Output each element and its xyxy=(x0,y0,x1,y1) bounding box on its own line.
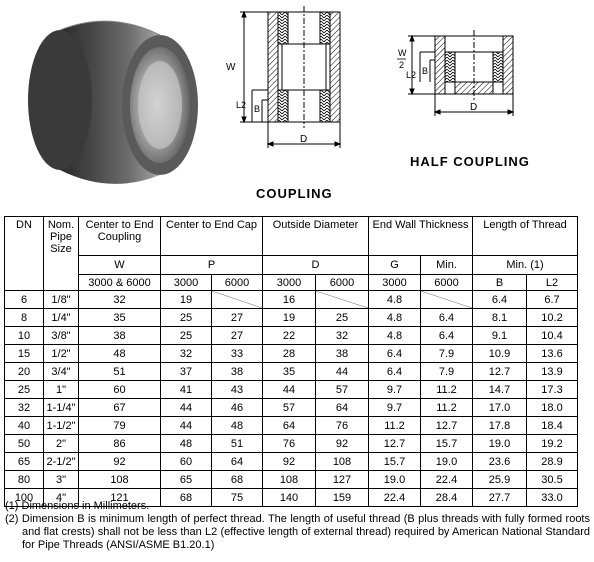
header-thread-min: Min. (1) xyxy=(473,256,578,275)
table-cell: 44 xyxy=(161,417,212,435)
table-cell: 57 xyxy=(316,381,369,399)
coupling-b-label: B xyxy=(254,104,261,114)
note-1: (1) Dimensions in Millimeters. xyxy=(5,500,150,512)
half-coupling-l2-label: L2 xyxy=(406,70,417,80)
table-cell: 86 xyxy=(79,435,161,453)
table-cell: 7.9 xyxy=(421,363,473,381)
table-cell: 65 xyxy=(5,453,44,471)
header-od-3000: 3000 xyxy=(263,275,316,291)
table-cell: 43 xyxy=(212,381,263,399)
table-cell: 19.0 xyxy=(421,453,473,471)
table-cell: 6.4 xyxy=(369,345,421,363)
table-cell: 92 xyxy=(79,453,161,471)
table-cell: 51 xyxy=(212,435,263,453)
table-cell: 6.4 xyxy=(421,309,473,327)
table-cell: 12.7 xyxy=(421,417,473,435)
table-cell: 15.7 xyxy=(369,453,421,471)
coupling-caption: COUPLING xyxy=(256,186,333,201)
table-cell: 44 xyxy=(316,363,369,381)
table-cell: 2" xyxy=(44,435,79,453)
table-cell: 22.4 xyxy=(369,489,421,507)
header-wall-3000: 3000 xyxy=(369,275,421,291)
table-cell: 25.9 xyxy=(473,471,527,489)
table-row xyxy=(5,417,578,435)
table-cell: 67 xyxy=(79,399,161,417)
table-cell: 68 xyxy=(161,489,212,507)
header-nominal-pipe-size xyxy=(44,217,79,291)
table-cell: 11.2 xyxy=(421,399,473,417)
table-cell: 1-1/4" xyxy=(44,399,79,417)
header-row-2 xyxy=(5,256,578,275)
table-cell: 65 xyxy=(161,471,212,489)
footnotes xyxy=(5,500,590,552)
table-cell: 27 xyxy=(212,327,263,345)
header-center-to-end-cap: Center to End Cap xyxy=(161,217,263,256)
table-cell: 4" xyxy=(44,489,79,507)
table-cell: 1" xyxy=(44,381,79,399)
table-cell: 9.1 xyxy=(473,327,527,345)
table-cell: 19.0 xyxy=(473,435,527,453)
table-cell: 121 xyxy=(79,489,161,507)
header-nps-line3: Size xyxy=(50,243,72,255)
table-cell: 80 xyxy=(5,471,44,489)
table-cell: 28.9 xyxy=(527,453,578,471)
table-cell: 79 xyxy=(79,417,161,435)
table-cell: 44 xyxy=(263,381,316,399)
table-cell: 4.8 xyxy=(369,327,421,345)
table-cell: 48 xyxy=(79,345,161,363)
header-dn: DN xyxy=(5,217,44,291)
dimensions-table xyxy=(4,216,578,507)
table-cell: 6 xyxy=(5,291,44,309)
table-cell: 12.7 xyxy=(473,363,527,381)
header-symbol-d: D xyxy=(263,256,369,275)
table-cell: 3" xyxy=(44,471,79,489)
table-cell: 19.0 xyxy=(369,471,421,489)
half-coupling-caption: HALF COUPLING xyxy=(410,154,530,169)
table-cell: 10.9 xyxy=(473,345,527,363)
table-cell: 15.7 xyxy=(421,435,473,453)
coupling-l2-label: L2 xyxy=(236,100,247,110)
table-cell: 9.7 xyxy=(369,399,421,417)
table-cell: 11.2 xyxy=(369,417,421,435)
table-cell: 18.4 xyxy=(527,417,578,435)
table-cell: 10.4 xyxy=(527,327,578,345)
table-cell: 13.6 xyxy=(527,345,578,363)
coupling-drawing xyxy=(240,6,340,148)
table-row xyxy=(5,309,578,327)
table-cell: 9.7 xyxy=(369,381,421,399)
table-cell: 60 xyxy=(161,453,212,471)
table-cell: 2-1/2" xyxy=(44,453,79,471)
table-cell: 16 xyxy=(263,291,316,309)
coupling-w-label: W xyxy=(226,62,236,73)
table-cell: 76 xyxy=(263,435,316,453)
table-cell: 25 xyxy=(161,309,212,327)
table-cell: 17.0 xyxy=(473,399,527,417)
header-min: Min. xyxy=(421,256,473,275)
table-cell: 19 xyxy=(161,291,212,309)
header-symbol-p: P xyxy=(161,256,263,275)
table-cell: 22.4 xyxy=(421,471,473,489)
table-cell: 1/8" xyxy=(44,291,79,309)
table-cell: 10 xyxy=(5,327,44,345)
table-cell: 22 xyxy=(263,327,316,345)
table-cell: 4.8 xyxy=(369,309,421,327)
table-cell: 44 xyxy=(161,399,212,417)
header-od-6000: 6000 xyxy=(316,275,369,291)
coupling-figures xyxy=(0,0,594,212)
table-cell: 51 xyxy=(79,363,161,381)
table-cell: 6.4 xyxy=(473,291,527,309)
header-thread-l2: L2 xyxy=(527,275,578,291)
table-cell: 3/4" xyxy=(44,363,79,381)
half-coupling-w-denominator: 2 xyxy=(399,60,405,70)
header-thread-b: B xyxy=(473,275,527,291)
table-cell: 8 xyxy=(5,309,44,327)
table-cell: 108 xyxy=(263,471,316,489)
table-cell: 33 xyxy=(212,345,263,363)
table-row xyxy=(5,327,578,345)
table-row xyxy=(5,435,578,453)
table-cell: 1/2" xyxy=(44,345,79,363)
table-cell: 6.4 xyxy=(369,363,421,381)
table-cell: 48 xyxy=(161,435,212,453)
header-row-3 xyxy=(5,275,578,291)
table-cell: 4.8 xyxy=(369,291,421,309)
table-cell: 19.2 xyxy=(527,435,578,453)
table-cell: 33.0 xyxy=(527,489,578,507)
table-row xyxy=(5,453,578,471)
table-cell: 8.1 xyxy=(473,309,527,327)
table-cell: 92 xyxy=(263,453,316,471)
table-row xyxy=(5,345,578,363)
table-cell: 32 xyxy=(5,399,44,417)
table-cell: 17.8 xyxy=(473,417,527,435)
table-cell: 15 xyxy=(5,345,44,363)
header-center-to-end-coupling: Center to End Coupling xyxy=(79,217,161,256)
header-length-of-thread: Length of Thread xyxy=(473,217,578,256)
table-cell: 32 xyxy=(161,345,212,363)
table-cell: 38 xyxy=(212,363,263,381)
table-cell: 20 xyxy=(5,363,44,381)
table-cell: 38 xyxy=(79,327,161,345)
table-cell: 10.2 xyxy=(527,309,578,327)
half-coupling-b-label: B xyxy=(422,66,429,76)
table-cell: 1/4" xyxy=(44,309,79,327)
header-symbol-w: W xyxy=(79,256,161,275)
header-row-1 xyxy=(5,217,578,256)
table-cell: 127 xyxy=(316,471,369,489)
table-cell: 14.7 xyxy=(473,381,527,399)
header-nps-line2: Pipe xyxy=(49,231,73,243)
header-nps-line1: Nom. xyxy=(47,219,75,231)
table-cell: 60 xyxy=(79,381,161,399)
table-cell: 25 xyxy=(316,309,369,327)
table-cell: 35 xyxy=(79,309,161,327)
table-cell: 32 xyxy=(79,291,161,309)
table-cell: 6.4 xyxy=(421,327,473,345)
table-cell: 37 xyxy=(161,363,212,381)
table-cell: 48 xyxy=(212,417,263,435)
table-cell: 40 xyxy=(5,417,44,435)
table-cell: 140 xyxy=(263,489,316,507)
table-cell: 41 xyxy=(161,381,212,399)
header-symbol-g: G xyxy=(369,256,421,275)
coupling-photo xyxy=(28,21,198,184)
table-cell: 23.6 xyxy=(473,453,527,471)
table-cell: 64 xyxy=(316,399,369,417)
table-cell: 108 xyxy=(316,453,369,471)
table-cell: 3/8" xyxy=(44,327,79,345)
header-outside-diameter: Outside Diameter xyxy=(263,217,369,256)
table-cell: 108 xyxy=(79,471,161,489)
header-cap-6000: 6000 xyxy=(212,275,263,291)
table-body xyxy=(5,291,578,507)
header-class-3000-6000: 3000 & 6000 xyxy=(79,275,161,291)
table-cell: 12.7 xyxy=(369,435,421,453)
table-cell: 6.7 xyxy=(527,291,578,309)
table-cell: 28 xyxy=(263,345,316,363)
half-coupling-d-label: D xyxy=(470,102,478,113)
table-cell: 1-1/2" xyxy=(44,417,79,435)
empty-cell-diagonal xyxy=(316,291,369,309)
table-cell: 35 xyxy=(263,363,316,381)
table-cell: 64 xyxy=(263,417,316,435)
table-cell: 32 xyxy=(316,327,369,345)
coupling-d-label: D xyxy=(300,134,308,145)
table-row xyxy=(5,291,578,309)
header-end-wall-thickness: End Wall Thickness xyxy=(369,217,473,256)
table-cell: 159 xyxy=(316,489,369,507)
header-cap-3000: 3000 xyxy=(161,275,212,291)
table-row xyxy=(5,363,578,381)
table-cell: 18.0 xyxy=(527,399,578,417)
table-cell: 25 xyxy=(5,381,44,399)
table-cell: 46 xyxy=(212,399,263,417)
table-cell: 92 xyxy=(316,435,369,453)
table-cell: 76 xyxy=(316,417,369,435)
table-cell: 7.9 xyxy=(421,345,473,363)
table-row xyxy=(5,399,578,417)
table-cell: 11.2 xyxy=(421,381,473,399)
table-cell: 30.5 xyxy=(527,471,578,489)
table-cell: 25 xyxy=(161,327,212,345)
table-cell: 27 xyxy=(212,309,263,327)
table-cell: 68 xyxy=(212,471,263,489)
table-cell: 13.9 xyxy=(527,363,578,381)
table-cell: 57 xyxy=(263,399,316,417)
table-row xyxy=(5,471,578,489)
empty-cell-diagonal xyxy=(421,291,473,309)
table-cell: 50 xyxy=(5,435,44,453)
note-2: (2) Dimension B is minimum length of perfect thread. The length of useful thread (B plus threads with fully formed roots and flat crests) shall not be less than L2 (effective length of external thread) required by American National Standard for Pipe Threads (ANSI/ASME B1.20.1) xyxy=(5,513,590,551)
table-cell: 38 xyxy=(316,345,369,363)
header-wall-6000: 6000 xyxy=(421,275,473,291)
table-cell: 75 xyxy=(212,489,263,507)
table-cell: 100 xyxy=(5,489,44,507)
half-coupling-w-label: W xyxy=(398,48,407,58)
table-cell: 64 xyxy=(212,453,263,471)
table-cell: 17.3 xyxy=(527,381,578,399)
table-cell: 19 xyxy=(263,309,316,327)
table-row xyxy=(5,381,578,399)
empty-cell-diagonal xyxy=(212,291,263,309)
table-cell: 27.7 xyxy=(473,489,527,507)
table-cell: 28.4 xyxy=(421,489,473,507)
